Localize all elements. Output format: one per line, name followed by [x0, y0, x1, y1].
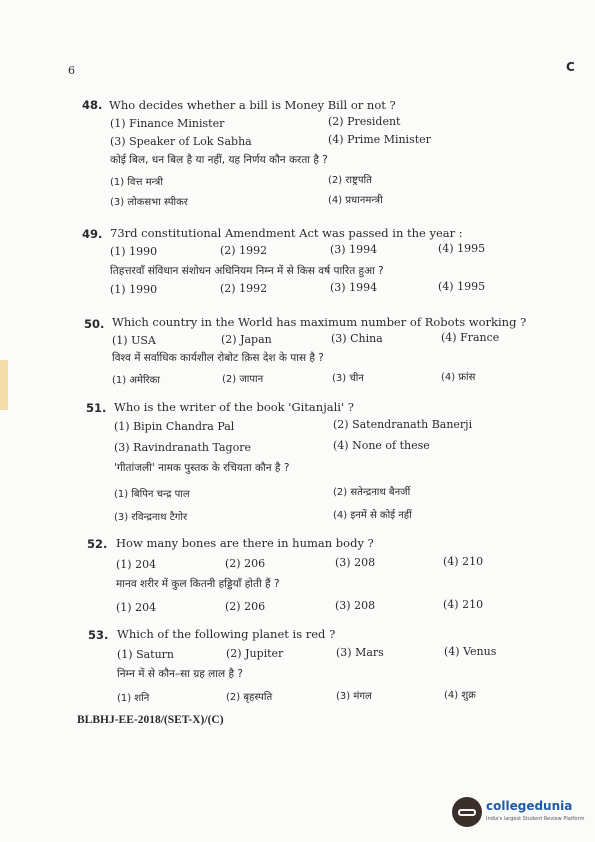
option: (3) Speaker of Lok Sabha: [110, 135, 252, 148]
hindi-option: (1) 204: [116, 601, 157, 614]
hindi-option: (2) राष्ट्रपति: [328, 175, 372, 186]
option: (2) Satendranath Banerji: [333, 418, 473, 431]
question-number: 50.: [84, 317, 105, 331]
option: (4) France: [441, 331, 500, 344]
hindi-question-text: निम्न में से कौन–सा ग्रह लाल है ?: [117, 668, 243, 680]
question-number: 48.: [82, 98, 103, 112]
mascot-icon: [452, 797, 482, 827]
hindi-option: (2) 206: [225, 600, 266, 613]
hindi-option: (4) प्रधानमन्त्री: [328, 195, 383, 206]
hindi-question-text: कोई बिल, धन बिल है या नहीं, यह निर्णय कौन करता है ?: [110, 154, 328, 166]
logo-name: collegedunia: [486, 799, 573, 813]
hindi-option: (1) बिपिन चन्द्र पाल: [114, 489, 190, 500]
question-text: Who is the writer of the book 'Gitanjali' ?: [114, 400, 354, 414]
hindi-question-text: विश्व में सर्वाधिक कार्यशील रोबोट क़िस देश के पास है ?: [112, 352, 324, 364]
set-label: C: [566, 60, 575, 74]
hindi-option: (4) इनमें से कोई नहीं: [333, 510, 412, 521]
option: (4) Venus: [444, 645, 497, 658]
option: (4) 1995: [438, 242, 486, 255]
question-text: Which country in the World has maximum number of Robots working ?: [112, 315, 527, 329]
option: (2) Japan: [221, 333, 272, 346]
hindi-question-text: मानव शरीर में कुल कितनी हड्डियाँ होती हैं ?: [116, 578, 280, 590]
option: (4) None of these: [333, 439, 430, 452]
hindi-option: (2) 1992: [220, 282, 268, 295]
option: (1) 1990: [110, 245, 158, 258]
hindi-option: (4) फ्रांस: [441, 372, 476, 383]
option: (2) Jupiter: [226, 647, 284, 660]
hindi-option: (2) जापान: [222, 374, 264, 385]
logo-tagline: India's largest Student Review Platform: [486, 816, 585, 822]
option: (2) President: [328, 115, 401, 128]
hindi-option: (4) 210: [443, 598, 484, 611]
footer-code: BLBHJ-EE-2018/(SET-X)/(C): [77, 714, 224, 726]
hindi-question-text: तिहत्तरवाँ संविधान संशोधन अधिनियम निम्न में से किस वर्ष पारित हुआ ?: [110, 265, 384, 277]
question-number: 52.: [87, 537, 108, 551]
option: (3) Ravindranath Tagore: [114, 441, 251, 454]
hindi-question-text: 'गीतांजली' नामक पुस्तक के रचियता कौन है ?: [114, 462, 290, 474]
question-text: 73rd constitutional Amendment Act was passed in the year :: [110, 226, 463, 240]
hindi-option: (1) अमेरिका: [112, 375, 160, 386]
option: (4) Prime Minister: [328, 133, 431, 146]
option: (3) Mars: [336, 646, 384, 659]
hindi-option: (2) सतेन्द्रनाथ बैनर्जी: [333, 487, 411, 498]
hindi-option: (1) शनि: [117, 693, 150, 704]
hindi-option: (3) चीन: [332, 373, 364, 384]
question-text: Who decides whether a bill is Money Bill or not ?: [109, 98, 396, 112]
option: (1) Saturn: [117, 648, 175, 661]
option: (1) 204: [116, 558, 157, 571]
question-number: 49.: [82, 227, 103, 241]
option: (3) China: [331, 332, 383, 345]
hindi-option: (4) 1995: [438, 280, 486, 293]
option: (1) Finance Minister: [110, 117, 225, 130]
hindi-option: (1) 1990: [110, 283, 158, 296]
option: (1) Bipin Chandra Pal: [114, 420, 235, 433]
question-text: Which of the following planet is red ?: [117, 627, 336, 641]
page-edge-stain: [0, 360, 8, 410]
hindi-option: (1) वित्त मन्त्री: [110, 177, 163, 188]
option: (4) 210: [443, 555, 484, 568]
hindi-option: (2) बृहस्पति: [226, 692, 273, 703]
option: (3) 208: [335, 556, 376, 569]
collegedunia-logo: [452, 795, 592, 837]
hindi-option: (3) रविन्द्रनाथ टैगोर: [114, 512, 188, 523]
question-text: How many bones are there in human body ?: [116, 536, 374, 550]
hindi-option: (3) मंगल: [336, 691, 372, 702]
hindi-option: (3) 1994: [330, 281, 378, 294]
hindi-option: (3) लोकसभा स्पीकर: [110, 197, 188, 208]
option: (2) 206: [225, 557, 266, 570]
option: (1) USA: [112, 334, 156, 347]
option: (2) 1992: [220, 244, 268, 257]
question-number: 51.: [86, 401, 107, 415]
question-number: 53.: [88, 628, 109, 642]
hindi-option: (3) 208: [335, 599, 376, 612]
option: (3) 1994: [330, 243, 378, 256]
hindi-option: (4) शुक्र: [444, 690, 476, 701]
page-number: 6: [68, 64, 75, 77]
